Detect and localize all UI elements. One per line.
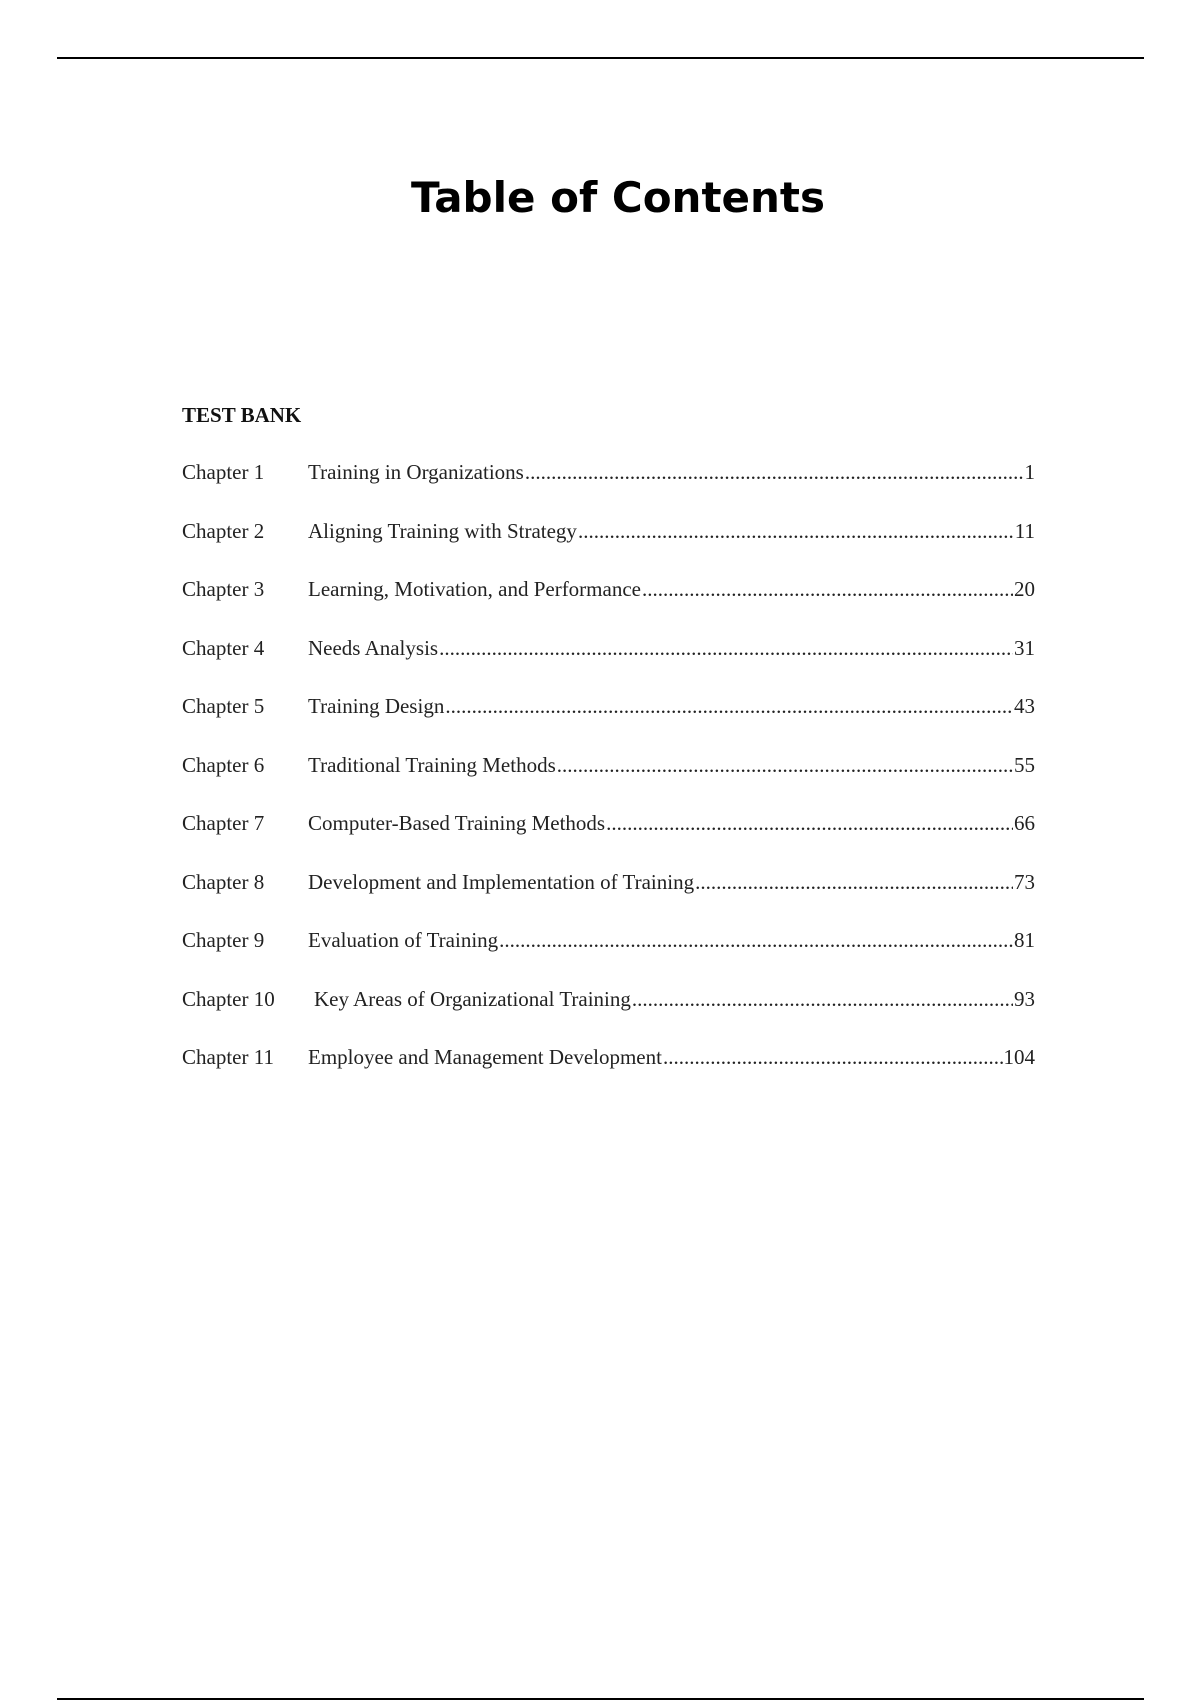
toc-entry-chapter-11[interactable]	[182, 1043, 1035, 1102]
toc-chapter-label: Chapter 2	[182, 518, 265, 543]
toc-chapter-label: Chapter 6	[182, 752, 265, 777]
toc-entry-title[interactable]: Development and Implementation of Training	[308, 869, 695, 894]
toc-entry-chapter-6[interactable]	[182, 751, 1035, 810]
toc-page-number[interactable]: 93	[1014, 986, 1035, 1011]
toc-page-number[interactable]: 43	[1014, 694, 1035, 718]
toc-chapter-label: Chapter 9	[182, 928, 265, 952]
toc-entry-title[interactable]: Training in Organizations	[308, 460, 524, 484]
toc-page-number[interactable]: 73	[1014, 869, 1035, 894]
toc-entry-chapter-7[interactable]	[182, 809, 1035, 868]
toc-page-number[interactable]: 1	[1024, 460, 1035, 484]
toc-dot-leader	[578, 517, 1014, 545]
toc-page-number[interactable]: 104	[1003, 1045, 1035, 1069]
toc-dot-leader	[642, 575, 1013, 603]
toc-entry-chapter-8[interactable]	[182, 868, 1035, 927]
toc-dot-leader	[632, 985, 1013, 1013]
toc-page-number[interactable]: 55	[1014, 752, 1035, 777]
toc-page-number[interactable]: 20	[1014, 577, 1035, 601]
section-heading: TEST BANK	[182, 403, 302, 427]
toc-dot-leader	[525, 458, 1024, 486]
toc-dot-leader	[557, 751, 1013, 779]
toc-dot-leader	[695, 868, 1013, 896]
page-title: Table of Contents	[410, 173, 825, 223]
toc-list	[182, 458, 1035, 1102]
toc-dot-leader	[606, 809, 1013, 837]
toc-entry-title[interactable]: Traditional Training Methods	[308, 752, 556, 777]
top-rule	[57, 57, 1144, 59]
toc-chapter-label: Chapter 11	[182, 1045, 274, 1069]
toc-entry-chapter-10[interactable]	[182, 985, 1035, 1044]
toc-dot-leader	[439, 634, 1013, 662]
toc-entry-chapter-3[interactable]	[182, 575, 1035, 634]
toc-entry-title[interactable]: Training Design	[308, 694, 445, 718]
toc-chapter-label: Chapter 8	[182, 869, 265, 894]
toc-entry-chapter-5[interactable]	[182, 692, 1035, 751]
toc-dot-leader	[445, 692, 1013, 720]
toc-entry-chapter-1[interactable]	[182, 458, 1035, 517]
toc-entry-title[interactable]: Key Areas of Organizational Training	[314, 986, 631, 1011]
toc-chapter-label: Chapter 5	[182, 694, 265, 718]
toc-chapter-label: Chapter 4	[182, 635, 265, 660]
toc-dot-leader	[499, 926, 1013, 954]
toc-chapter-label: Chapter 7	[182, 811, 265, 835]
toc-chapter-label: Chapter 3	[182, 577, 265, 601]
toc-entry-chapter-4[interactable]	[182, 634, 1035, 693]
toc-entry-title[interactable]: Employee and Management Development	[308, 1045, 662, 1069]
toc-entry-title[interactable]: Computer-Based Training Methods	[308, 811, 606, 835]
toc-page-number[interactable]: 81	[1014, 928, 1035, 952]
toc-entry-title[interactable]: Needs Analysis	[308, 635, 439, 660]
toc-entry-title[interactable]: Learning, Motivation, and Performance	[308, 577, 641, 601]
toc-chapter-label: Chapter 10	[182, 986, 275, 1011]
toc-entry-title[interactable]: Evaluation of Training	[308, 928, 499, 952]
toc-page-number[interactable]: 11	[1014, 518, 1035, 543]
toc-chapter-label: Chapter 1	[182, 460, 265, 484]
toc-entry-chapter-2[interactable]	[182, 517, 1035, 576]
toc-page-number[interactable]: 66	[1014, 811, 1035, 835]
toc-entry-chapter-9[interactable]	[182, 926, 1035, 985]
toc-page-number[interactable]: 31	[1014, 635, 1035, 660]
toc-dot-leader	[663, 1043, 1003, 1071]
toc-entry-title[interactable]: Aligning Training with Strategy	[308, 518, 577, 543]
